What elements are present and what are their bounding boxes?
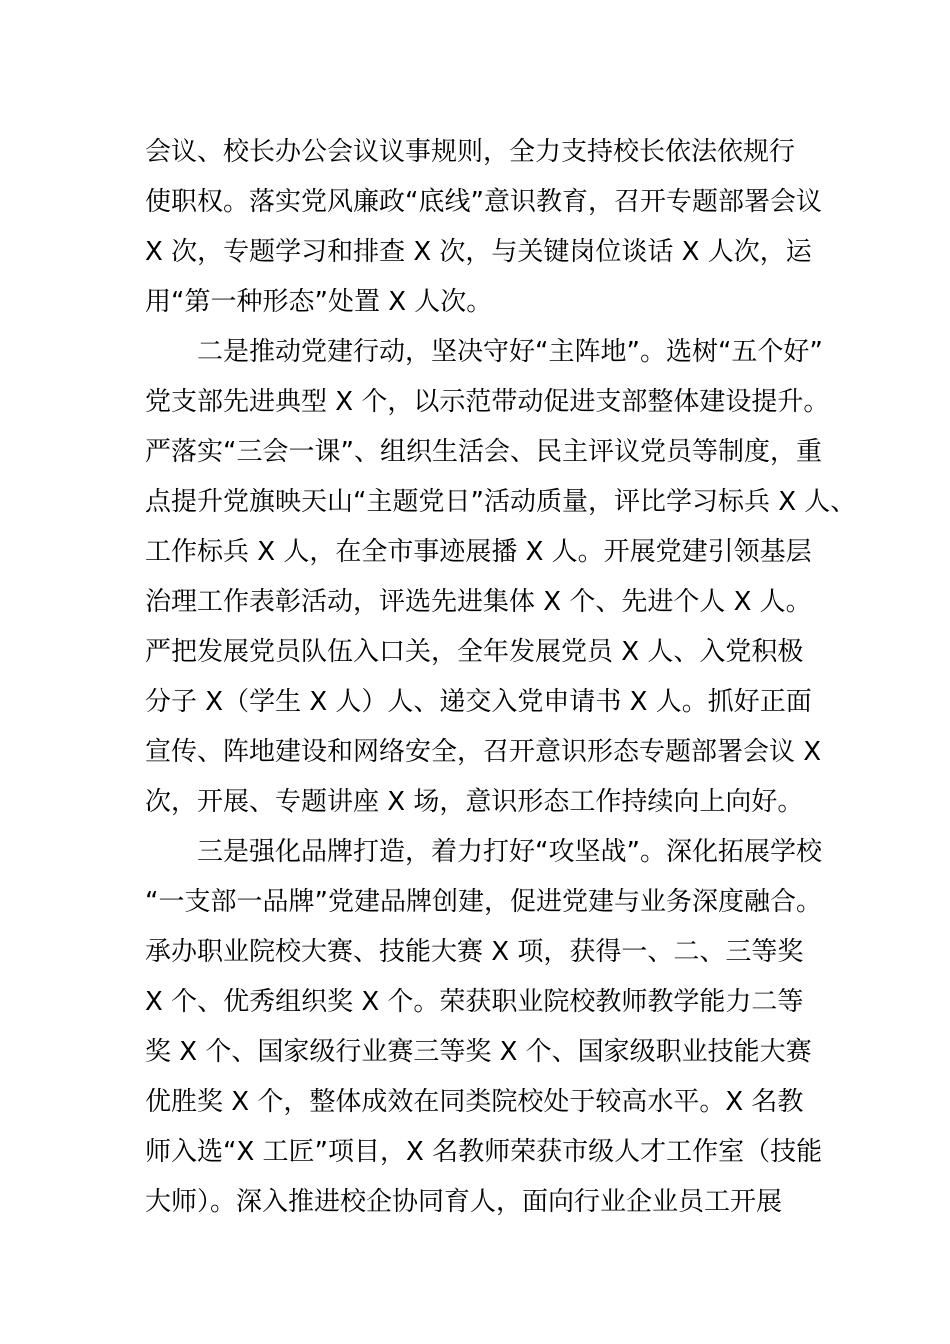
text-line-11: 严把发展党员队伍入口关，全年发展党员 X 人、入党积极: [145, 637, 804, 667]
text-line-1: 会议、校长办公会议议事规则，全力支持校长依法依规行: [145, 137, 796, 167]
text-line-6: 党支部先进典型 X 个，以示范带动促进支部整体建设提升。: [145, 387, 830, 417]
text-line-4: 用“第一种形态”处置 X 人次。: [145, 287, 493, 317]
text-line-10: 治理工作表彰活动，评选先进集体 X 个、先进个人 X 人。: [145, 587, 812, 617]
text-line-2: 使职权。落实党风廉政“底线”意识教育，召开专题部署会议: [145, 187, 822, 217]
text-line-12: 分子 X（学生 X 人）人、递交入党申请书 X 人。抓好正面: [145, 687, 812, 717]
text-line-21: 师入选“X 工匠”项目，X 名教师荣获市级人才工作室（技能: [145, 1137, 823, 1167]
text-line-18: X 个、优秀组织奖 X 个。荣获职业院校教师教学能力二等: [145, 987, 804, 1017]
text-line-16: “一支部一品牌”党建品牌创建，促进党建与业务深度融合。: [145, 887, 822, 917]
paragraph-2-first-line: 二是推动党建行动，坚决守好“主阵地”。选树“五个好”: [197, 337, 823, 367]
paragraph-3-first-line: 三是强化品牌打造，着力打好“攻坚战”。深化拓展学校: [197, 837, 822, 867]
text-line-13: 宣传、阵地建设和网络安全，召开意识形态专题部署会议 X: [145, 737, 822, 767]
text-line-19: 奖 X 个、国家级行业赛三等奖 X 个、国家级职业技能大赛: [145, 1037, 812, 1067]
text-line-7: 严落实“三会一课”、组织生活会、民主评议党员等制度，重: [145, 437, 822, 467]
text-line-17: 承办职业院校大赛、技能大赛 X 项，获得一、二、三等奖: [145, 937, 804, 967]
text-line-3: X 次，专题学习和排查 X 次，与关键岗位谈话 X 人次，运: [145, 237, 812, 267]
text-line-14: 次，开展、专题讲座 X 场，意识形态工作持续向上向好。: [145, 787, 804, 817]
text-line-22: 大师）。深入推进校企协同育人，面向行业企业员工开展: [145, 1187, 783, 1217]
text-line-20: 优胜奖 X 个，整体成效在同类院校处于较高水平。X 名教: [145, 1087, 804, 1117]
text-line-9: 工作标兵 X 人，在全市事迹展播 X 人。开展党建引领基层: [145, 537, 812, 567]
text-line-8: 点提升党旗映天山“主题党日”活动质量，评比学习标兵 X 人、: [145, 487, 857, 517]
